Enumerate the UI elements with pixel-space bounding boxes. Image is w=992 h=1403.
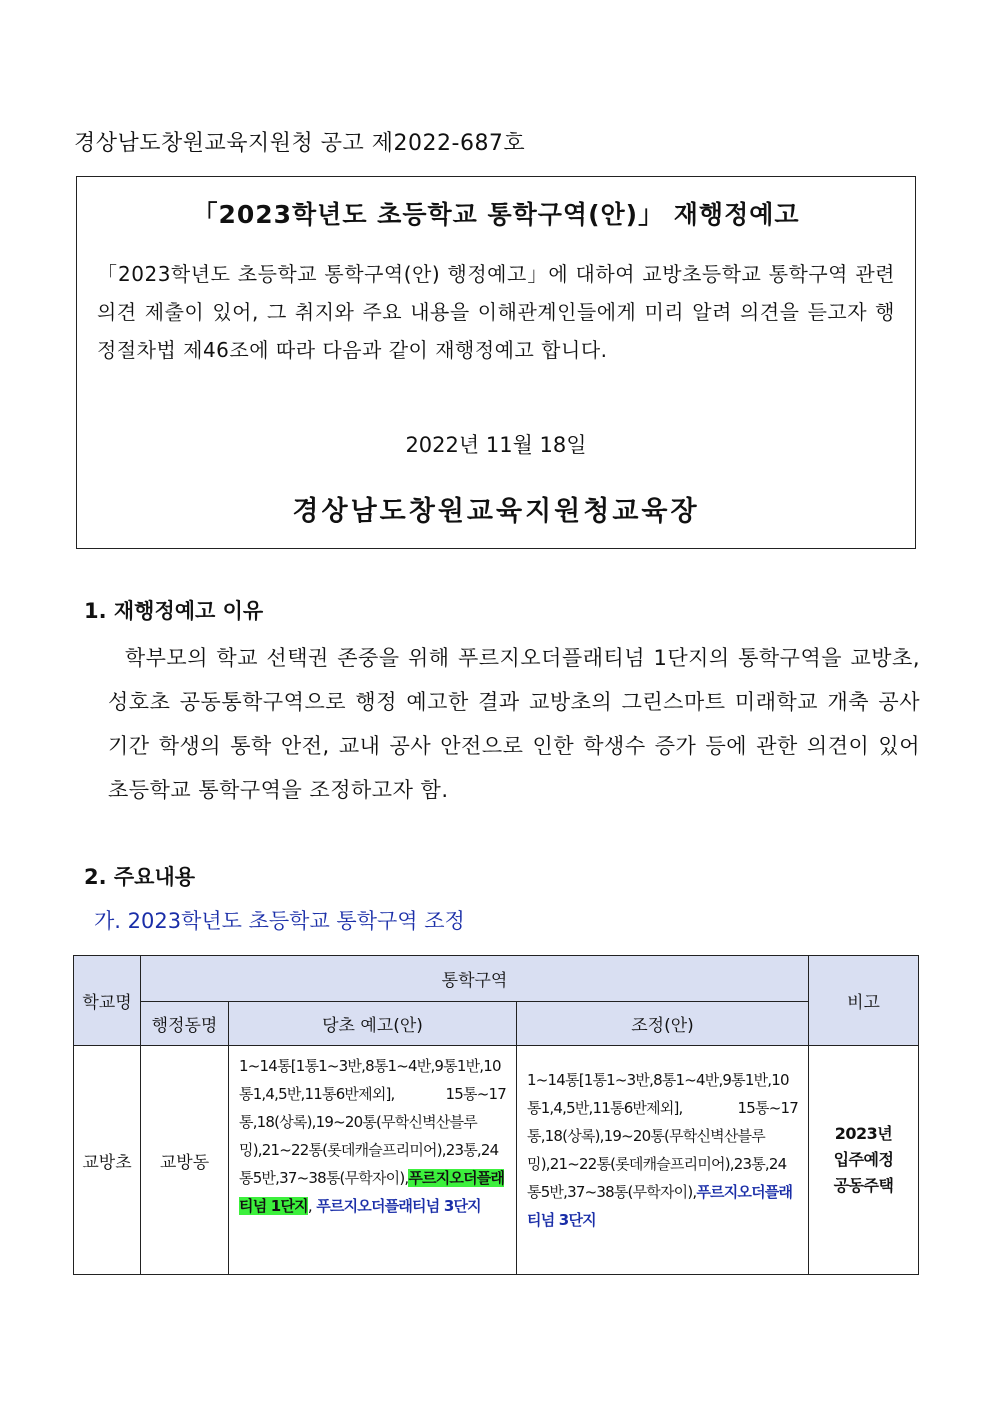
table-row <box>74 1046 919 1275</box>
remark-cell <box>809 1046 919 1275</box>
header-adjusted: 조정(안) <box>517 1002 809 1046</box>
section2-subheading: 가. 2023학년도 초등학교 통학구역 조정 <box>94 909 465 933</box>
header-dong: 행정동명 <box>141 1002 229 1046</box>
announcement-signature: 경상남도창원교육지원청교육장 <box>292 496 700 527</box>
header-area-group: 통학구역 <box>141 956 809 1002</box>
school-name-cell: 교방초 <box>74 1046 141 1275</box>
notice-number: 경상남도창원교육지원청 공고 제2022-687호 <box>74 131 526 156</box>
announcement-box <box>76 176 916 549</box>
adjusted-plan-cell <box>517 1046 809 1275</box>
original-plan-cell <box>229 1046 517 1275</box>
announcement-body: 「2023학년도 초등학교 통학구역(안) 행정예고」에 대하여 교방초등학교 통학구역 관련 의견 제출이 있어, 그 취지와 주요 내용을 이해관계인들에게 미리 알려 의견을 듣고자 행정절차법 제46조에 따라 다음과 같이 재행정예고 합니다. <box>97 262 895 362</box>
adjusted-plan-text: 1~14통[1통1~3반,8통1~4반,9통1반,10통1,4,5반,11통6반제외], 15통~17통,18(상록),19~20통(무학신벽산블루밍),21~22통(롯데캐슬프리미어),23통,24통5반,37~38통(무학자이), <box>527 1071 798 1201</box>
adjusted-blue-text: 푸르지오더플래티넘 3단지 <box>527 1183 793 1229</box>
original-blue-text: 푸르지오더플래티넘 3단지 <box>311 1197 481 1215</box>
remark-line-2: 입주예정 <box>833 1150 894 1169</box>
header-remark: 비고 <box>809 956 919 1046</box>
announcement-date: 2022년 11월 18일 <box>405 433 587 457</box>
dong-name-cell: 교방동 <box>141 1046 229 1275</box>
section2-heading: 2. 주요내용 <box>84 865 196 889</box>
school-district-table <box>73 955 919 1275</box>
original-plan-text: 1~14통[1통1~3반,8통1~4반,9통1반,10통1,4,5반,11통6반제외], 15통~17통,18(상록),19~20통(무학신벽산블루밍),21~22통(롯데캐슬프리미어),23통,24통5반,37~38통(무학자이), <box>239 1057 506 1187</box>
original-separator: , <box>307 1197 312 1215</box>
remark-line-3: 공동주택 <box>833 1176 894 1195</box>
remark-line-1: 2023년 <box>834 1124 893 1143</box>
section1-text: 학부모의 학교 선택권 존중을 위해 푸르지오더플래티넘 1단지의 통학구역을 교방초, 성호초 공동통학구역으로 행정 예고한 결과 교방초의 그린스마트 미래학교 개축 공사기간 학생의 통학 안전, 교내 공사 안전으로 인한 학생수 증가 등에 관한 의견이 있어 초등학교 통학구역을 조정하고자 함. <box>108 646 920 802</box>
header-original: 당초 예고(안) <box>229 1002 517 1046</box>
section1-body <box>108 636 920 812</box>
announcement-title: 「2023학년도 초등학교 통학구역(안)」 재행정예고 <box>192 200 800 229</box>
section1-heading: 1. 재행정예고 이유 <box>84 599 264 623</box>
header-school: 학교명 <box>74 956 141 1046</box>
original-highlight-text: 푸르지오더플래티넘 1단지 <box>239 1169 505 1215</box>
